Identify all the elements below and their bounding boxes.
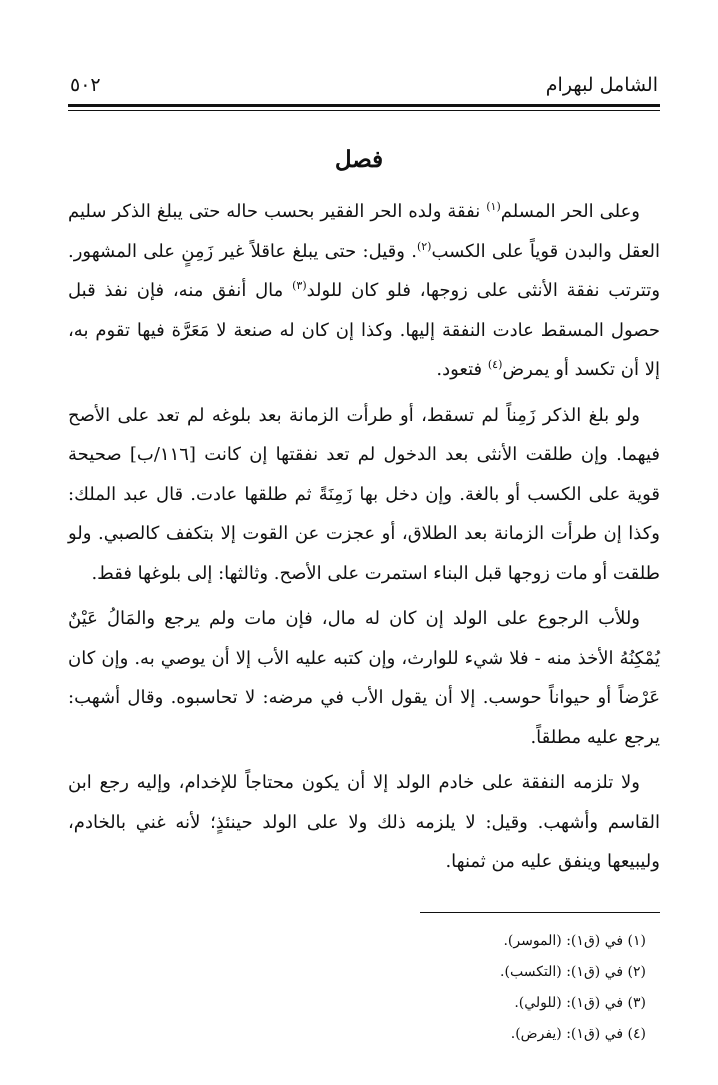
body-text: [68, 192, 660, 888]
running-title: الشامل لبهرام: [545, 74, 658, 96]
paragraph-1-text: وعلى الحر المسلم: [500, 201, 641, 222]
footnote-ref-3: (٣): [292, 279, 307, 292]
footnote-ref-2: (٢): [416, 239, 432, 253]
header-rule-thick: [68, 104, 660, 107]
footnote-3: (٣) في (ق١): (للولي).: [514, 995, 646, 1011]
paragraph-3: وللأب الرجوع على الولد إن كان له مال، فإن مات ولم يرجع والمَالُ عَيْنٌ يُمْكِنُهُ الأخذ منه - فلا شيء للوارث، وإن كتبه عليه الأب إلا أن يوصي به. وإن كان عَرْضاً أو حيواناً حوسب. إلا أن يقول الأب في مرضه: لا تحاسبوه. وقال أشهب: يرجع عليه مطلقاً.: [68, 608, 660, 748]
paragraph-1-text: نفقة ولده الحر الفقير بحسب حاله حتى يبلغ الذكر سليم العقل والبدن قوياً على الكسب: [68, 201, 660, 262]
section-title: فصل: [334, 146, 384, 173]
footnote-1: (١) في (ق١): (الموسر).: [503, 933, 646, 949]
paragraph-1-text: مال أنفق منه، فإن نفذ قبل حصول المسقط عادت النفقة إليها. وكذا إن كان له صنعة لا مَعَرَّة فيها تقوم به، إلا أن تكسد أو يمرض: [68, 280, 660, 380]
paragraph-4: ولا تلزمه النفقة على خادم الولد إلا أن يكون محتاجاً للإخدام، وإليه رجع ابن القاسم وأشهب. وقيل: لا يلزمه ذلك ولا على الولد حينئذٍ؛ لأنه غني بالخادم، وليبيعها وينفق عليه من ثمنها.: [68, 772, 660, 872]
header-rule-thin: [68, 110, 660, 111]
footnotes: [258, 926, 658, 1050]
footnote-ref-4: (٤): [487, 358, 503, 371]
page-number: ٥٠٢: [70, 74, 101, 96]
paragraph-2: ولو بلغ الذكر زَمِناً لم تسقط، أو طرأت الزمانة بعد بلوغه لم تعد على الأصح فيهما. وإن طلقت الأنثى بعد الدخول لم تعد نفقتها إن كانت [١١٦/ب] صحيحة قوية على الكسب أو بالغة. وإن دخل بها زَمِنَةً ثم طلقها عادت. قال عبد الملك: وكذا إن طرأت الزمانة بعد الطلاق، أو عجزت عن القوت إلا بتكفف كالصبي. ولو طلقت أو مات زوجها قبل البناء استمرت على الأصح. وثالثها: إلى بلوغها فقط.: [68, 404, 661, 584]
footnote-separator: [420, 912, 660, 913]
paragraph-1-text: . وقيل: حتى يبلغ عاقلاً غير زَمِنٍ على المشهور. وتترتب نفقة الأنثى على زوجها، فلو كان للولد: [68, 240, 661, 301]
page-header: [70, 70, 658, 96]
footnote-2: (٢) في (ق١): (التكسب).: [500, 964, 646, 980]
footnote-ref-1: (١): [486, 200, 501, 213]
footnote-4: (٤) في (ق١): (يفرض).: [510, 1026, 646, 1042]
paragraph-1: [68, 192, 660, 390]
paragraph-1-text: فتعود.: [436, 359, 488, 380]
